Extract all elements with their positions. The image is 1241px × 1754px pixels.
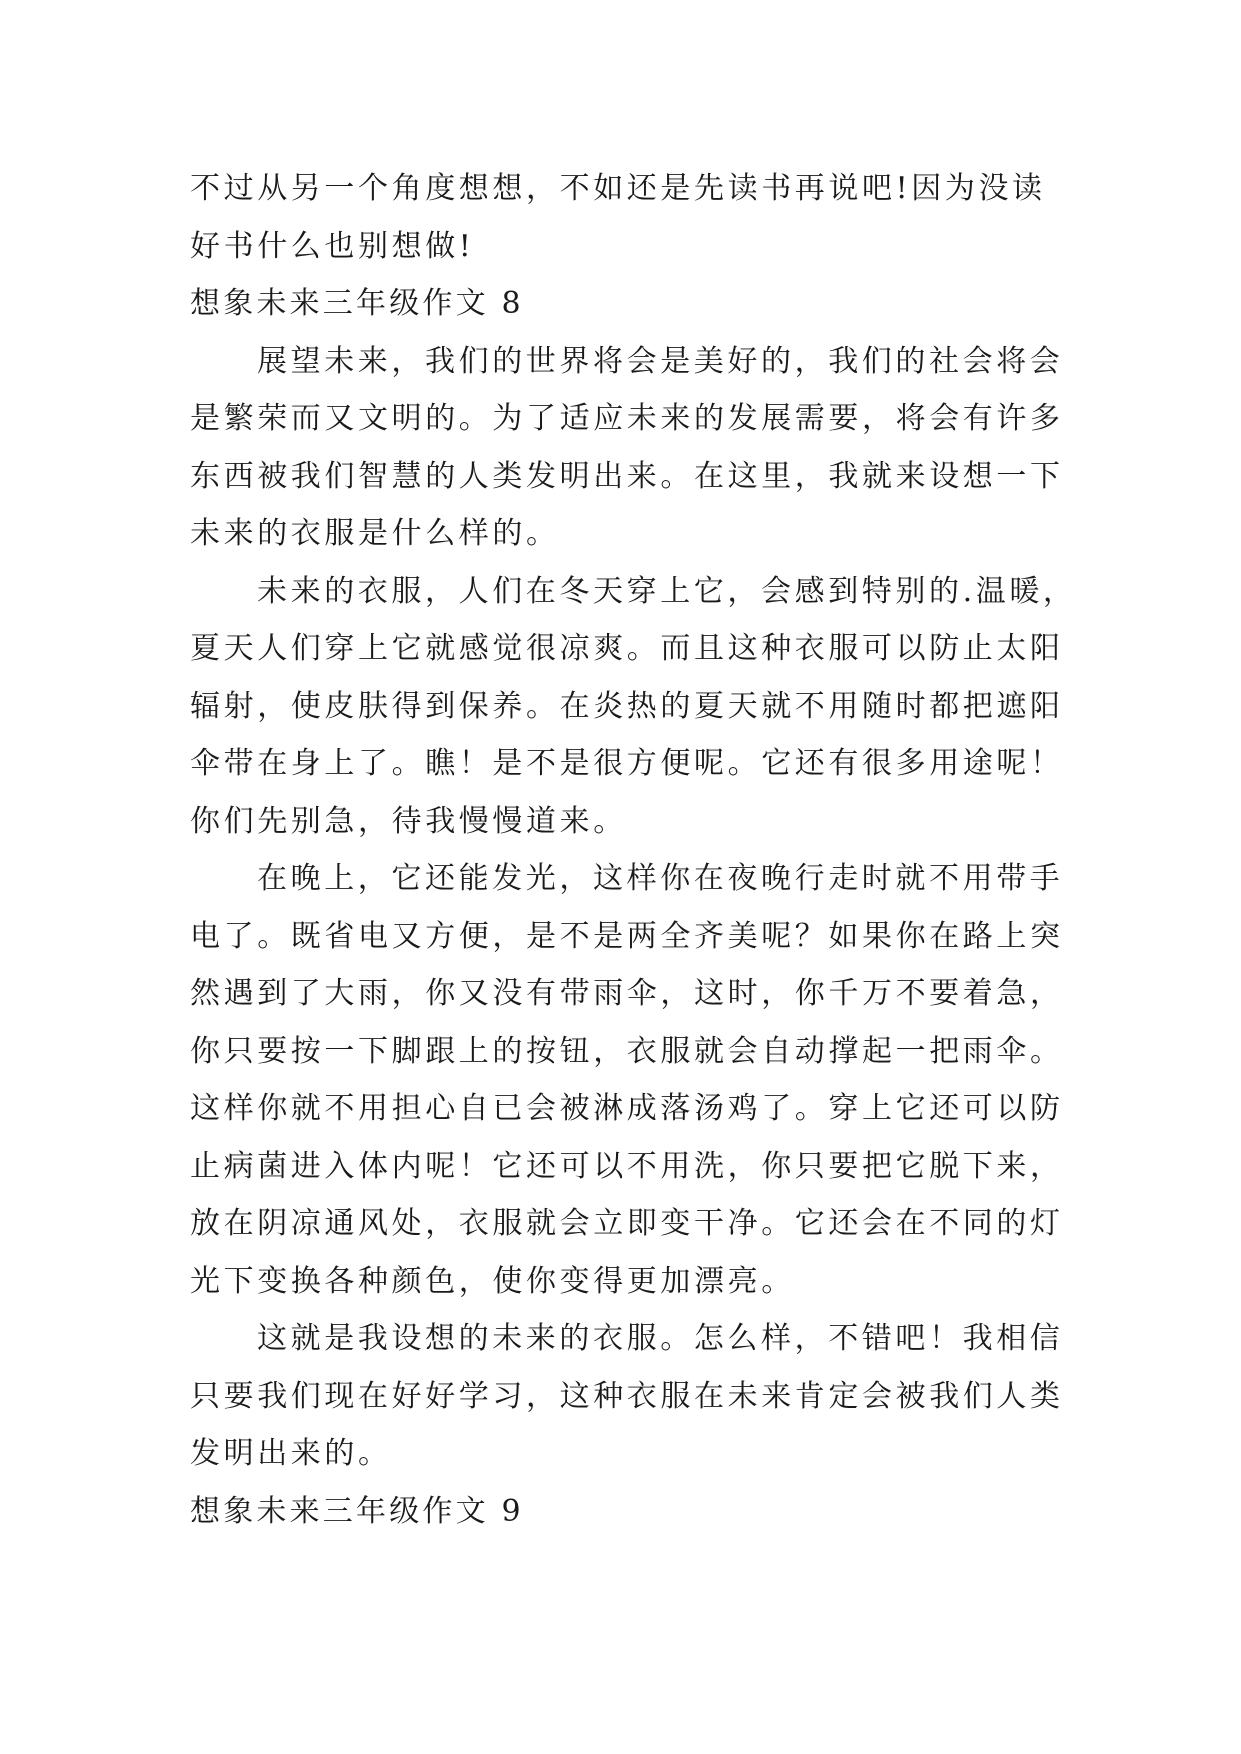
text-line: 光下变换各种颜色，使你变得更加漂亮。 [190,1263,795,1299]
text-line: 东西被我们智慧的人类发明出来。在这里，我就来设想一下 [190,458,1064,494]
text-line: 止病菌进入体内呢！它还可以不用洗，你只要把它脱下来， [190,1148,1064,1184]
section-heading: 想象未来三年级作文 9 [190,1493,524,1529]
text-line: 你只要按一下脚跟上的按钮，衣服就会自动撑起一把雨伞。 [190,1033,1064,1069]
text-line: 夏天人们穿上它就感觉很凉爽。而且这种衣服可以防止太阳 [190,631,1064,666]
text-line: 电了。既省电又方便，是不是两全齐美呢？如果你在路上突 [190,918,1064,954]
text-line: 是繁荣而又文明的。为了适应未来的发展需要，将会有许多 [190,401,1064,436]
text-line: 这样你就不用担心自已会被淋成落汤鸡了。穿上它还可以防 [190,1091,1064,1126]
text-line: 然遇到了大雨，你又没有带雨伞，这时，你千万不要着急， [190,976,1064,1011]
text-line: 好书什么也别想做! [190,228,475,264]
text-line-indented [190,333,1064,391]
text-line: 辐射，使皮肤得到保养。在炎热的夏天就不用随时都把遮阳 [190,688,1064,724]
document-body [190,160,1077,1540]
text-line-content: 未来的衣服，人们在冬天穿上它，会感到特别的.温暖， [257,573,1077,609]
text-line-indented [190,850,1064,908]
text-line-content: 展望未来，我们的世界将会是美好的，我们的社会将会 [257,343,1064,379]
section-heading: 想象未来三年级作文 8 [190,286,524,321]
text-line-indented [190,1310,1064,1368]
text-line: 未来的衣服是什么样的。 [190,516,560,551]
text-line: 你们先别急，待我慢慢道来。 [190,803,627,839]
text-line-content: 这就是我设想的未来的衣服。怎么样，不错吧！我相信 [257,1321,1064,1356]
text-line: 只要我们现在好好学习，这种衣服在未来肯定会被我们人类 [190,1378,1064,1414]
text-line: 放在阴凉通风处，衣服就会立即变干净。它还会在不同的灯 [190,1206,1064,1241]
text-line-content: 在晚上，它还能发光，这样你在夜晚行走时就不用带手 [257,861,1064,896]
text-line-indented [190,563,1077,621]
text-line: 不过从另一个角度想想，不如还是先读书再说吧!因为没读 [190,171,1046,206]
text-line: 发明出来的。 [190,1436,392,1471]
text-line: 伞带在身上了。瞧！是不是很方便呢。它还有很多用途呢！ [190,746,1064,781]
